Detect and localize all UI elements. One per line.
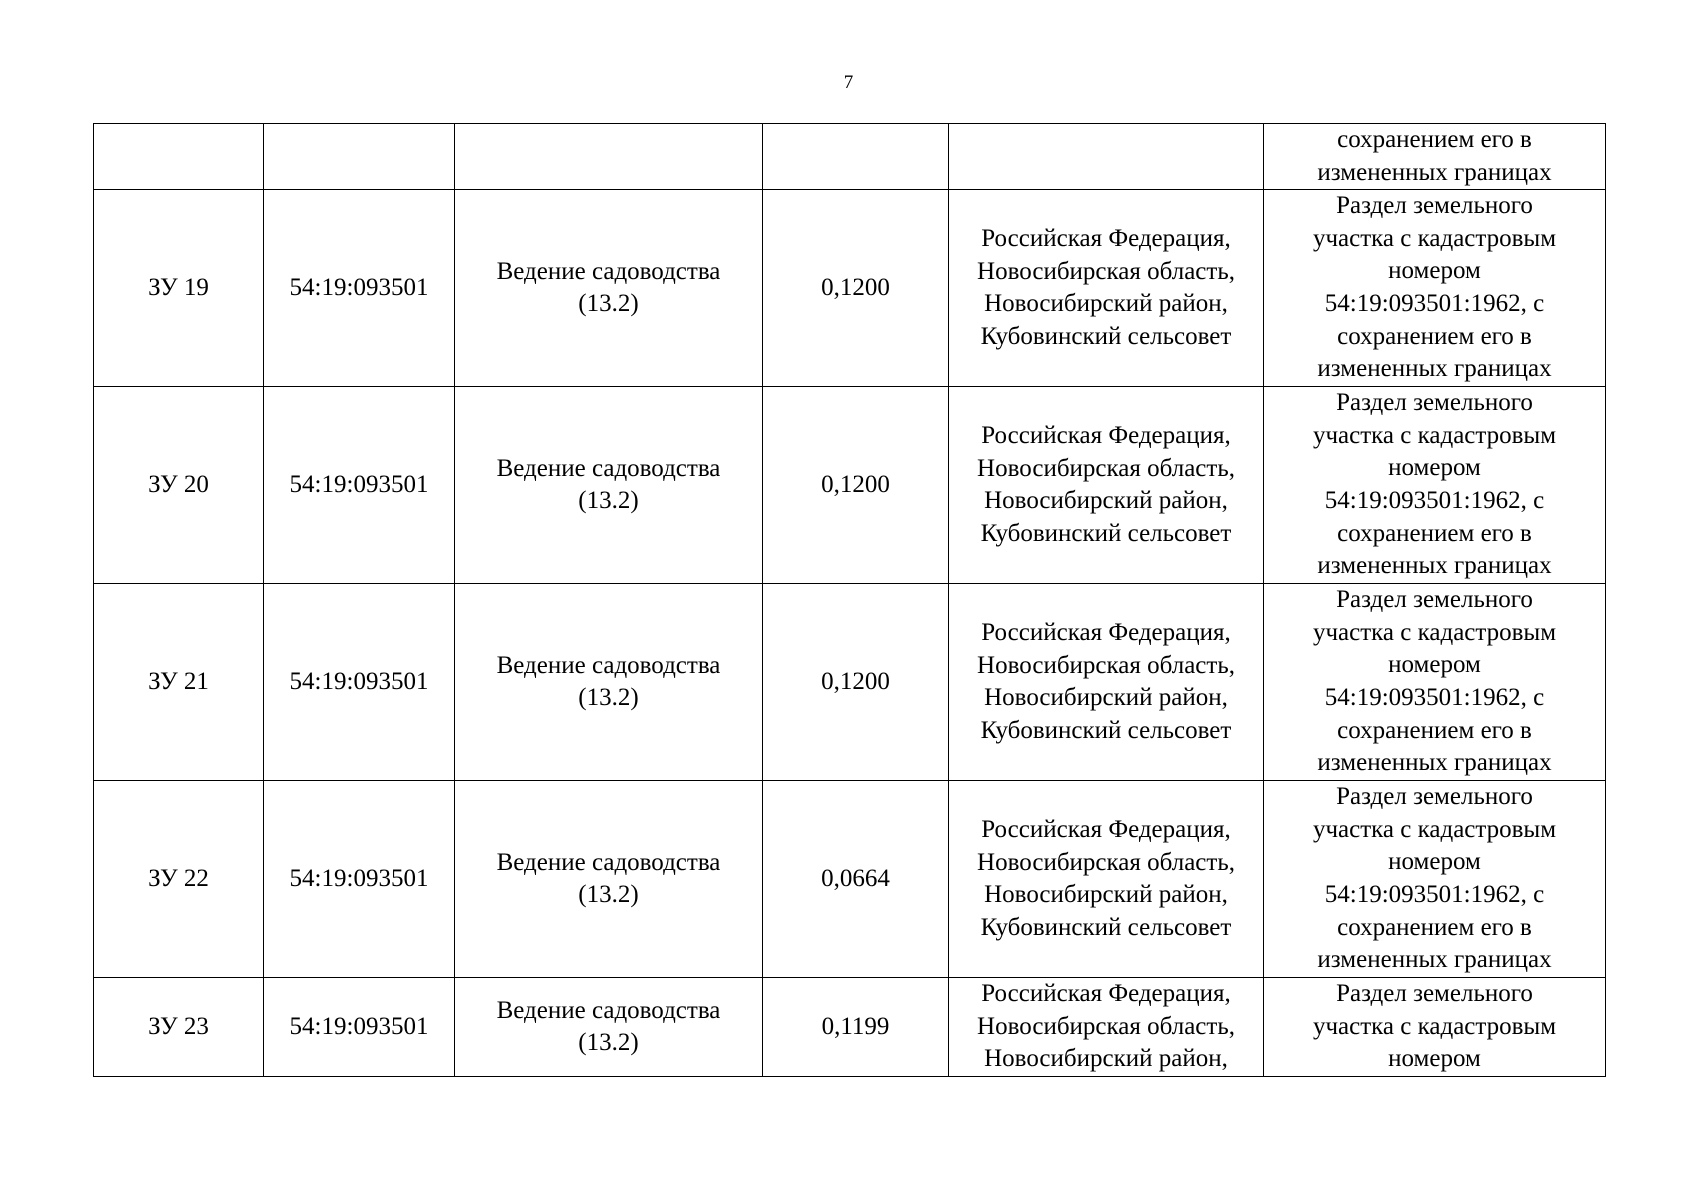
note-line: 54:19:093501:1962, с xyxy=(1324,486,1545,514)
note-line: измененных границах xyxy=(1317,158,1552,186)
use-line: (13.2) xyxy=(578,290,639,318)
cell-note xyxy=(1264,978,1606,1077)
cell-plot-id: ЗУ 19 xyxy=(94,190,264,387)
cell-plot-id: ЗУ 21 xyxy=(94,584,264,781)
note-line: участка с кадастровым xyxy=(1312,224,1557,252)
cell-cadastral-quarter: 54:19:093501 xyxy=(264,781,455,978)
note-line: сохранением его в xyxy=(1337,519,1532,547)
cell-area: 0,1200 xyxy=(763,387,949,584)
note-line: измененных границах xyxy=(1317,355,1552,383)
table-row xyxy=(94,978,1606,1077)
use-line: (13.2) xyxy=(578,684,639,712)
cell-cadastral-quarter: 54:19:093501 xyxy=(264,978,455,1077)
cell-area: 0,0664 xyxy=(763,781,949,978)
location-line: Кубовинский сельсовет xyxy=(980,322,1232,350)
location-line: Новосибирский район, xyxy=(984,487,1228,515)
note-line: сохранением его в xyxy=(1337,322,1532,350)
use-line: Ведение садоводства xyxy=(496,257,721,285)
cell-note xyxy=(1264,584,1606,781)
use-line: (13.2) xyxy=(578,1029,639,1057)
use-line: (13.2) xyxy=(578,487,639,515)
cell-plot-id: ЗУ 20 xyxy=(94,387,264,584)
note-line: участка с кадастровым xyxy=(1312,421,1557,449)
note-line: Раздел земельного xyxy=(1336,980,1533,1008)
cell-permitted-use xyxy=(455,584,763,781)
use-line: (13.2) xyxy=(578,881,639,909)
location-line: Новосибирская область, xyxy=(977,848,1235,876)
cell-quarter-empty xyxy=(264,124,455,190)
cell-permitted-use xyxy=(455,387,763,584)
location-line: Кубовинский сельсовет xyxy=(980,716,1232,744)
note-line: сохранением его в xyxy=(1337,126,1532,153)
location-line: Кубовинский сельсовет xyxy=(980,913,1232,941)
location-line: Новосибирская область, xyxy=(977,257,1235,285)
cell-id-empty xyxy=(94,124,264,190)
cell-area: 0,1199 xyxy=(763,978,949,1077)
cell-area-empty xyxy=(763,124,949,190)
page-number: 7 xyxy=(843,72,854,93)
cell-note xyxy=(1264,190,1606,387)
cell-location xyxy=(949,190,1264,387)
cell-plot-id: ЗУ 23 xyxy=(94,978,264,1077)
land-plots-table xyxy=(93,123,1606,1077)
use-line: Ведение садоводства xyxy=(496,651,721,679)
location-line: Российская Федерация, xyxy=(981,816,1231,843)
table-row xyxy=(94,387,1606,584)
location-line: Новосибирская область, xyxy=(977,651,1235,679)
note-line: сохранением его в xyxy=(1337,716,1532,744)
cell-cadastral-quarter: 54:19:093501 xyxy=(264,190,455,387)
note-line: участка с кадастровым xyxy=(1312,1012,1557,1040)
location-line: Российская Федерация, xyxy=(981,619,1231,646)
note-line: номером xyxy=(1388,257,1481,285)
use-line: Ведение садоводства xyxy=(496,454,721,482)
location-line: Российская Федерация, xyxy=(981,225,1231,252)
note-line: номером xyxy=(1388,651,1481,679)
cell-location xyxy=(949,781,1264,978)
cell-permitted-use xyxy=(455,781,763,978)
location-line: Новосибирский район, xyxy=(984,684,1228,712)
note-line: 54:19:093501:1962, с xyxy=(1324,880,1545,908)
note-line: 54:19:093501:1962, с xyxy=(1324,683,1545,711)
table-row-continuation xyxy=(94,124,1606,190)
cell-plot-id: ЗУ 22 xyxy=(94,781,264,978)
cell-cadastral-quarter: 54:19:093501 xyxy=(264,584,455,781)
note-line: участка с кадастровым xyxy=(1312,815,1557,843)
location-line: Российская Федерация, xyxy=(981,980,1231,1008)
location-line: Российская Федерация, xyxy=(981,422,1231,449)
cell-note xyxy=(1264,124,1606,190)
cell-permitted-use xyxy=(455,190,763,387)
table-row xyxy=(94,190,1606,387)
note-line: номером xyxy=(1388,848,1481,876)
cell-location xyxy=(949,387,1264,584)
note-line: участка с кадастровым xyxy=(1312,618,1557,646)
note-line: измененных границах xyxy=(1317,946,1552,974)
note-line: номером xyxy=(1388,1045,1481,1073)
location-line: Новосибирский район, xyxy=(984,1045,1228,1073)
cell-note xyxy=(1264,781,1606,978)
note-line: измененных границах xyxy=(1317,552,1552,580)
use-line: Ведение садоводства xyxy=(496,848,721,876)
note-line: Раздел земельного xyxy=(1336,192,1533,220)
location-line: Новосибирская область, xyxy=(977,1012,1235,1040)
location-line: Кубовинский сельсовет xyxy=(980,519,1232,547)
location-line: Новосибирский район, xyxy=(984,881,1228,909)
table-row xyxy=(94,584,1606,781)
note-line: Раздел земельного xyxy=(1336,783,1533,811)
table-row xyxy=(94,781,1606,978)
cell-location xyxy=(949,978,1264,1077)
cell-cadastral-quarter: 54:19:093501 xyxy=(264,387,455,584)
cell-location xyxy=(949,584,1264,781)
cell-area: 0,1200 xyxy=(763,190,949,387)
note-line: сохранением его в xyxy=(1337,913,1532,941)
location-line: Новосибирский район, xyxy=(984,290,1228,318)
cell-area: 0,1200 xyxy=(763,584,949,781)
cell-use-empty xyxy=(455,124,763,190)
cell-note xyxy=(1264,387,1606,584)
cell-permitted-use xyxy=(455,978,763,1077)
note-line: измененных границах xyxy=(1317,749,1552,777)
note-line: номером xyxy=(1388,454,1481,482)
note-line: 54:19:093501:1962, с xyxy=(1324,289,1545,317)
location-line: Новосибирская область, xyxy=(977,454,1235,482)
note-line: Раздел земельного xyxy=(1336,586,1533,614)
note-line: Раздел земельного xyxy=(1336,389,1533,417)
cell-location-empty xyxy=(949,124,1264,190)
use-line: Ведение садоводства xyxy=(496,996,721,1024)
